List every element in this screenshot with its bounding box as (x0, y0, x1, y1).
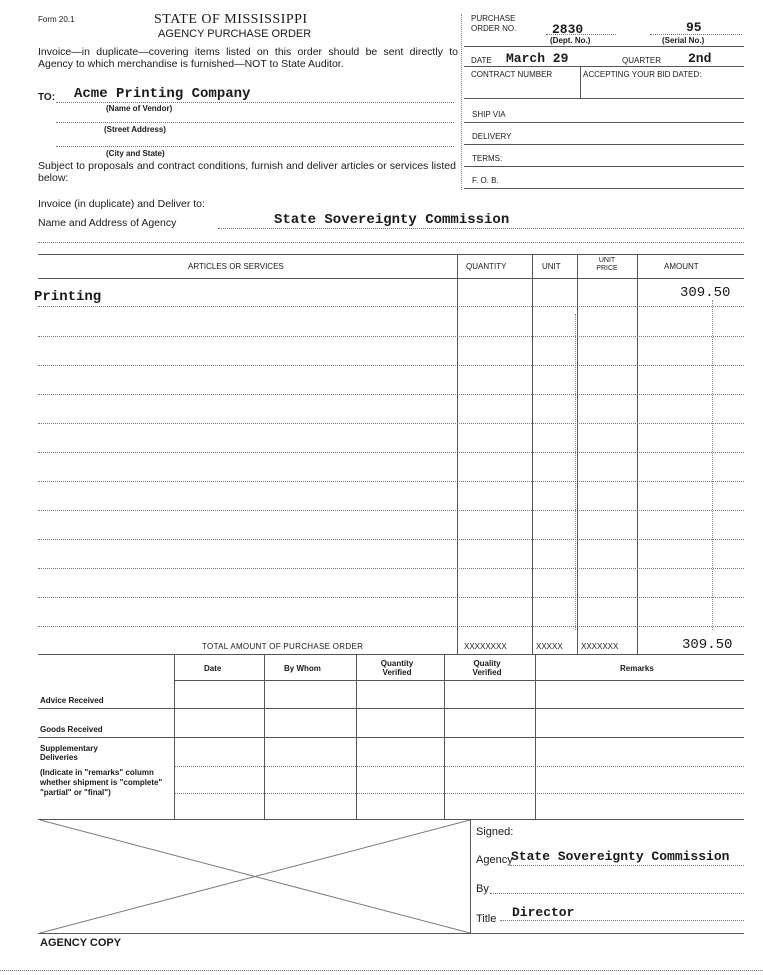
title-label: Title (476, 913, 497, 925)
total-unit-x: XXXXX (536, 642, 563, 651)
agency-name: State Sovereignty Commission (274, 212, 510, 228)
po-label: PURCHASE ORDER NO. (471, 14, 517, 33)
col-quality-verified: Quality Verified (472, 659, 502, 677)
col-articles: ARTICLES OR SERVICES (188, 262, 284, 271)
advice-received: Advice Received (40, 696, 104, 705)
accepting-label: ACCEPTING YOUR BID DATED: (583, 70, 702, 79)
total-price-x: XXXXXXX (581, 642, 619, 651)
street-address-label: (Street Address) (104, 125, 166, 134)
col-by-whom: By Whom (284, 664, 321, 673)
signed-label: Signed: (476, 826, 514, 838)
signature-title: Director (512, 905, 575, 920)
col-unit-price: UNIT PRICE (596, 257, 618, 272)
deliver-text: Invoice (in duplicate) and Deliver to: (38, 198, 205, 210)
total-amount: 309.50 (682, 637, 733, 653)
goods-received: Goods Received (40, 725, 103, 734)
total-qty-x: XXXXXXXX (464, 642, 507, 651)
subject-text: Subject to proposals and contract conditions, furnish and deliver articles or services listed below: (38, 160, 456, 184)
date-label: DATE (471, 56, 492, 65)
form-title: AGENCY PURCHASE ORDER (158, 28, 312, 40)
serial-label: (Serial No.) (662, 36, 705, 45)
col-amount: AMOUNT (664, 262, 699, 271)
col-date: Date (204, 664, 222, 673)
item-article: Printing (34, 289, 102, 305)
invoice-instructions: Invoice—in duplicate—covering items listed on this order should be sent directly to Agency to which merchandise is furnished—NOT to State Auditor. (38, 46, 458, 70)
ship-via-label: SHIP VIA (472, 110, 506, 119)
to-label: TO: (38, 92, 56, 103)
col-remarks: Remarks (620, 664, 654, 673)
col-quantity: QUANTITY (466, 262, 507, 271)
vendor-name: Acme Printing Company (74, 86, 251, 102)
agency-label: Agency (476, 854, 513, 866)
signature-agency: State Sovereignty Commission (511, 849, 730, 864)
contract-label: CONTRACT NUMBER (471, 70, 553, 79)
supplementary-deliveries: Supplementary Deliveries (40, 744, 98, 762)
delivery-label: DELIVERY (472, 132, 512, 141)
remarks-instructions: (Indicate in "remarks" column whether shipment is "complete" "partial" or "final") (40, 768, 163, 797)
col-unit: UNIT (542, 262, 561, 271)
by-label: By (476, 883, 489, 895)
void-cross-box (40, 820, 470, 933)
agency-address-label: Name and Address of Agency (38, 217, 177, 229)
dept-label: (Dept. No.) (550, 36, 591, 45)
city-state-label: (City and State) (106, 149, 165, 158)
item-amount: 309.50 (680, 285, 731, 301)
total-label: TOTAL AMOUNT OF PURCHASE ORDER (202, 642, 364, 651)
col-quantity-verified: Quantity Verified (380, 659, 414, 677)
order-date: March 29 (506, 51, 569, 66)
quarter-label: QUARTER (622, 56, 661, 65)
state-title: STATE OF MISSISSIPPI (154, 12, 308, 27)
fob-label: F. O. B. (472, 176, 499, 185)
quarter-value: 2nd (688, 51, 712, 66)
agency-copy-label: AGENCY COPY (40, 937, 122, 949)
terms-label: TERMS: (472, 154, 503, 163)
serial-number: 95 (686, 20, 702, 35)
dept-number: 2830 (552, 22, 584, 37)
form-number: Form 20.1 (38, 15, 75, 24)
vendor-name-label: (Name of Vendor) (106, 104, 173, 113)
